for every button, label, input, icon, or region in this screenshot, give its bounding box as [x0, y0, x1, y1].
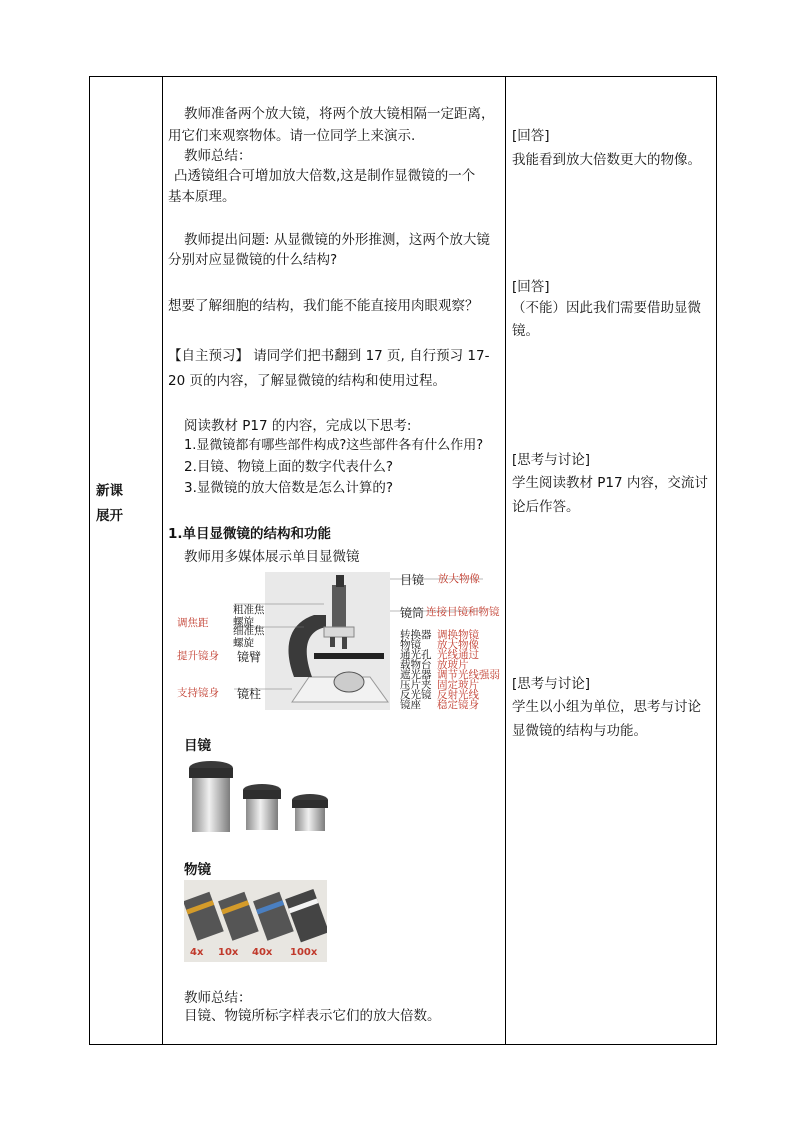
fig-right-func-1: 连接目镜和物镜 — [426, 606, 500, 618]
fig-right-part-1: 镜筒 — [400, 606, 425, 620]
fig-right-part-0: 目镜 — [400, 573, 425, 587]
objective-label-100x: 100x — [290, 947, 318, 958]
objective-label: 物镜 — [184, 862, 211, 878]
p1-line2: 用它们来观察物体。请一位同学上来演示. — [168, 128, 416, 144]
fig-right-func-2: 调换物镜 — [437, 629, 479, 641]
fig-left-group-focus: 调焦距 — [177, 617, 209, 629]
section-label-line2: 展开 — [96, 508, 123, 524]
p2-line1: 教师总结： — [184, 148, 252, 164]
fig-right-part-7: 压片夹 — [400, 679, 432, 691]
answer-3-tag: [思考与讨论] — [512, 452, 591, 468]
p5-line1: 【自主预习】 请同学们把书翻到 17 页, 自行预习 17- — [168, 348, 490, 364]
answer-3-line1: 学生阅读教材 P17 内容，交流讨 — [512, 475, 708, 491]
answer-4-line2: 显微镜的结构与功能。 — [512, 723, 647, 739]
section-heading-1-sub: 教师用多媒体展示单目显微镜 — [184, 549, 360, 565]
summary-line1: 教师总结： — [184, 990, 252, 1006]
fig-right-part-8: 反光镜 — [400, 689, 432, 701]
column-divider-2 — [505, 77, 506, 1044]
answer-2-tag: [回答] — [512, 279, 550, 295]
fig-right-part-4: 通光孔 — [400, 649, 432, 661]
fig-left-part-coarse: 粗准焦螺旋 — [233, 604, 265, 628]
p6-q2: 2.目镜、物镜上面的数字代表什么? — [184, 459, 394, 475]
fig-left-group-support: 支持镜身 — [177, 687, 219, 699]
summary-line2: 目镜、物镜所标字样表示它们的放大倍数。 — [184, 1008, 441, 1024]
answer-4-line1: 学生以小组为单位，思考与讨论 — [512, 699, 701, 715]
answer-1-text: 我能看到放大倍数更大的物像。 — [512, 152, 701, 168]
fig-right-func-9: 稳定镜身 — [437, 699, 479, 711]
p2-line2: 凸透镜组合可增加放大倍数,这是制作显微镜的一个 — [174, 168, 476, 184]
section-label — [96, 479, 156, 529]
fig-left-part-arm: 镜臂 — [237, 650, 262, 664]
fig-left-group-lift: 提升镜身 — [177, 650, 219, 662]
fig-right-func-6: 调节光线强弱 — [437, 669, 500, 681]
fig-left-part-pillar: 镜柱 — [237, 687, 262, 701]
answer-3-line2: 论后作答。 — [512, 499, 580, 515]
column-divider-1 — [162, 77, 163, 1044]
eyepiece-label: 目镜 — [184, 738, 211, 754]
answer-4-tag: [思考与讨论] — [512, 676, 591, 692]
lesson-table — [89, 76, 717, 1045]
p1-line1: 教师准备两个放大镜，将两个放大镜相隔一定距离， — [184, 106, 495, 122]
objective-lenses — [184, 880, 327, 946]
p3-line2: 分别对应显微镜的什么结构? — [168, 252, 338, 268]
eyepieces-photo — [184, 760, 334, 836]
answer-2-line2: 镜。 — [512, 323, 539, 339]
answer-1-tag: [回答] — [512, 128, 550, 144]
fig-right-func-5: 放玻片 — [437, 659, 469, 671]
objective-label-40x: 40x — [252, 947, 273, 958]
fig-right-part-9: 镜座 — [400, 699, 421, 711]
p4-line1: 想要了解细胞的结构，我们能不能直接用肉眼观察？ — [168, 298, 479, 314]
fig-right-func-3: 放大物像 — [437, 639, 479, 651]
microscope-diagram — [174, 567, 502, 712]
answer-2-line1: （不能）因此我们需要借助显微 — [512, 300, 701, 316]
objective-label-4x: 4x — [190, 947, 204, 958]
fig-left-part-fine: 细准焦螺旋 — [233, 625, 265, 649]
fig-right-part-3: 物镜 — [400, 639, 421, 651]
objective-label-10x: 10x — [218, 947, 239, 958]
fig-right-func-7: 固定玻片 — [437, 679, 479, 691]
p2-line3: 基本原理。 — [168, 189, 236, 205]
fig-right-func-8: 反射光线 — [437, 689, 479, 701]
fig-right-part-6: 遮光器 — [400, 669, 432, 681]
fig-right-part-2: 转换器 — [400, 629, 432, 641]
objectives-photo — [184, 880, 327, 962]
section-heading-1: 1.单目显微镜的结构和功能 — [168, 526, 332, 542]
p5-line2: 20 页的内容，了解显微镜的结构和使用过程。 — [168, 373, 446, 389]
fig-right-func-0: 放大物像 — [438, 573, 480, 585]
p3-line1: 教师提出问题: 从显微镜的外形推测，这两个放大镜 — [184, 232, 490, 248]
fig-right-part-5: 载物台 — [400, 659, 432, 671]
p6-q3: 3.显微镜的放大倍数是怎么计算的? — [184, 480, 394, 496]
fig-right-func-4: 光线通过 — [437, 649, 479, 661]
p6-line1: 阅读教材 P17 的内容，完成以下思考: — [184, 418, 412, 434]
p6-q1: 1.显微镜都有哪些部件构成?这些部件各有什么作用? — [184, 438, 484, 453]
section-label-line1: 新课 — [96, 483, 123, 499]
